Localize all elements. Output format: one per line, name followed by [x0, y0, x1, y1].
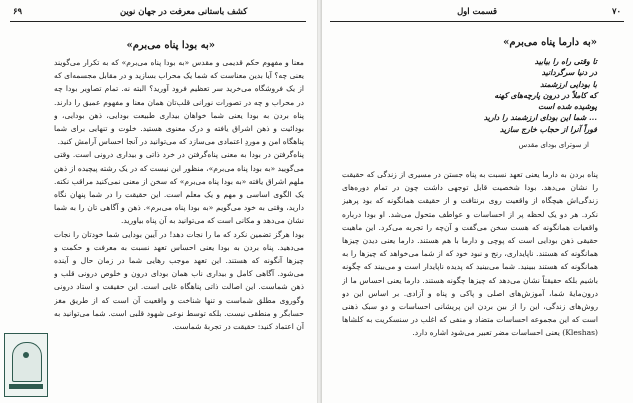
poem-line: فوراً آنرا از حجاب خارج سازید [499, 124, 597, 134]
poem-line: با بودایی ارزشمند [540, 79, 597, 89]
poem-attribution: از سوترای بودای مقدس [518, 141, 589, 149]
left-paragraph: بودا هرگز تضمین نکرد که ما را نجات دهد! در آیین بودایی شما خودتان را نجات می‌دهید. پناه بردن به بودا یعنی احساس تعهد نسبت به معرفت و حکمت و چیزها آنگونه که هستند. این تعهد موجب رهایی شما در زمان حال و آینده می‌شود. آگاهی کامل و بیداری ناب همان بودای درون و خلوص درونی قلب و ذهن شماست. این اصالت ذاتی پناهگاه غایی است. این حقیقت و استاد درونی وگوروی مطلق شماست و تنها شناخت و واقعیت آن است که از طریق مغز حسابگر و منطقی نیست. بلکه توسط نوعی شهود قلبی است. شما می‌توانید به آن اعتماد کنید: حقیقت در تجربهٔ شماست. [54, 229, 304, 332]
right-section-title: «به دارما پناه می‌برم» [503, 37, 597, 48]
poem-line: ... شما این بودای ارزشمند را دارید [483, 113, 597, 123]
library-stamp-logo [4, 333, 48, 397]
right-page [322, 0, 633, 403]
left-header-rule [10, 21, 306, 22]
left-paragraph: پناه‌گرفتن در بودا به معنی پناه‌گرفتن در خرد ذاتی و بیداری درونی است. وقتی می‌گویید «به بودا پناه می‌برم»، منظور این نیست که در یک رشته پیچیده از ذهن ملهم اشراق یافته «به بودا پناه می‌برم» که سخن از معنی نمی‌کنید مراقب نکته. یک الگوی اساسی و مهم و یک معلم است. این حقیقت را در شما پنهان نگاه دارید، وقتی به خود می‌گویم «به بودا پناه می‌برم». ذهن و آگاهی تان را به شما نشان می‌دهد و مکانی است که می‌توانید به آن پناه بیاورید. [54, 150, 304, 226]
stamp-arch-icon [12, 342, 42, 382]
left-section-title: «به بودا پناه می‌برم» [126, 40, 215, 51]
right-body-text [342, 168, 598, 390]
left-page-number: ۶۹ [13, 6, 22, 16]
right-header-rule [330, 21, 624, 22]
right-poem [484, 56, 597, 135]
left-paragraph: معنا و مفهوم حکم قدیمی و مقدس «به بودا پناه می‌برم» که به تکرار می‌گویند یعنی چه؟ آیا بدین معناست که شما یک محراب بسازید و در مقابل مجسمه‌ای که از یک فروشگاه می‌خرید سر تعظیم فرود آورید؟ البته نه. تمام تصاویر بودا چه در محراب و چه در تصورات نورانی قلب‌تان همان معنا و مفهوم عمیق را دارند. پناه بردن به بودا یعنی شما خواهان بیداری طبیعت بودایی، ذهن بودایی، و بودائیت و ذهن اشراق یافته و درک معنوی هستید. خلوت و تنهایی برای شما پناهگاه امن و موردِ اعتمادی می‌سازد که می‌توانید در آنجا احساس آرامش کنید. [54, 58, 304, 147]
poem-line: پوشیده شده است [538, 102, 597, 112]
poem-line: تا وقتی راه را بیابید [534, 57, 597, 66]
stamp-band [9, 384, 43, 389]
right-paragraph: پناه بردن به دارما یعنی تعهد نسبت به پناه جستن در مسیری از زندگی که حقیقت را نشان می‌دهد. بودا شخصیت قابل توجهی داشت چون در تمام دوره‌های زندگی‌اش هیچگاه از واقعیت روی برنتافت و از حقیقت همانگونه که بود پرهیز نکرد. هر دو یک لحظه پر از احساسات و عواطف متحول می‌شد. او بودا درباره واقعیات همانگونه که هست سخن می‌گفت و آن‌چه را تجربه می‌کرد. این ماهیت حقیقی ذهن بودایی است که پوچی و دارما با هم هستند. دارما یعنی دیدن چیزها همانگونه که هستند. ناپایداری، رنج و نبود خود که از شما می‌خواهد که چیزها را به همانگونه که هستند ببینید. شما می‌بینید که پدیده ناپایدار است و می‌بیند که چگونه باشیم بلکه حقیقتاً نشان می‌دهد که چیزها چگونه هستند. دارما یعنی احساس ما از درون‌مایهٔ شما، آموزش‌های اصلی و پاکی و پناه و آزادی. بر اساس این دو روش‌های زندگی، این را از بین بردن این پریشانی احساسات و دو سبک ذهنی است که این مجموعه احساسات متضاد و منفی که اغلب در سنسکریت به کلشاها (Kleshas) یعنی احساسات مضر تعبیر می‌شود اشاره دارد. [342, 170, 598, 338]
poem-line: در دنیا سرگردانید [541, 68, 597, 78]
left-body-text [54, 56, 304, 386]
right-page-number: ۷۰ [612, 6, 621, 16]
left-running-head: کشف باستانی معرفت در جهان نوین [120, 6, 248, 16]
poem-line: که کاملاً در درون پارچه‌های کهنه [494, 90, 597, 100]
right-running-head: قسمت اول [457, 6, 497, 16]
stamp-dot-icon [23, 352, 29, 358]
